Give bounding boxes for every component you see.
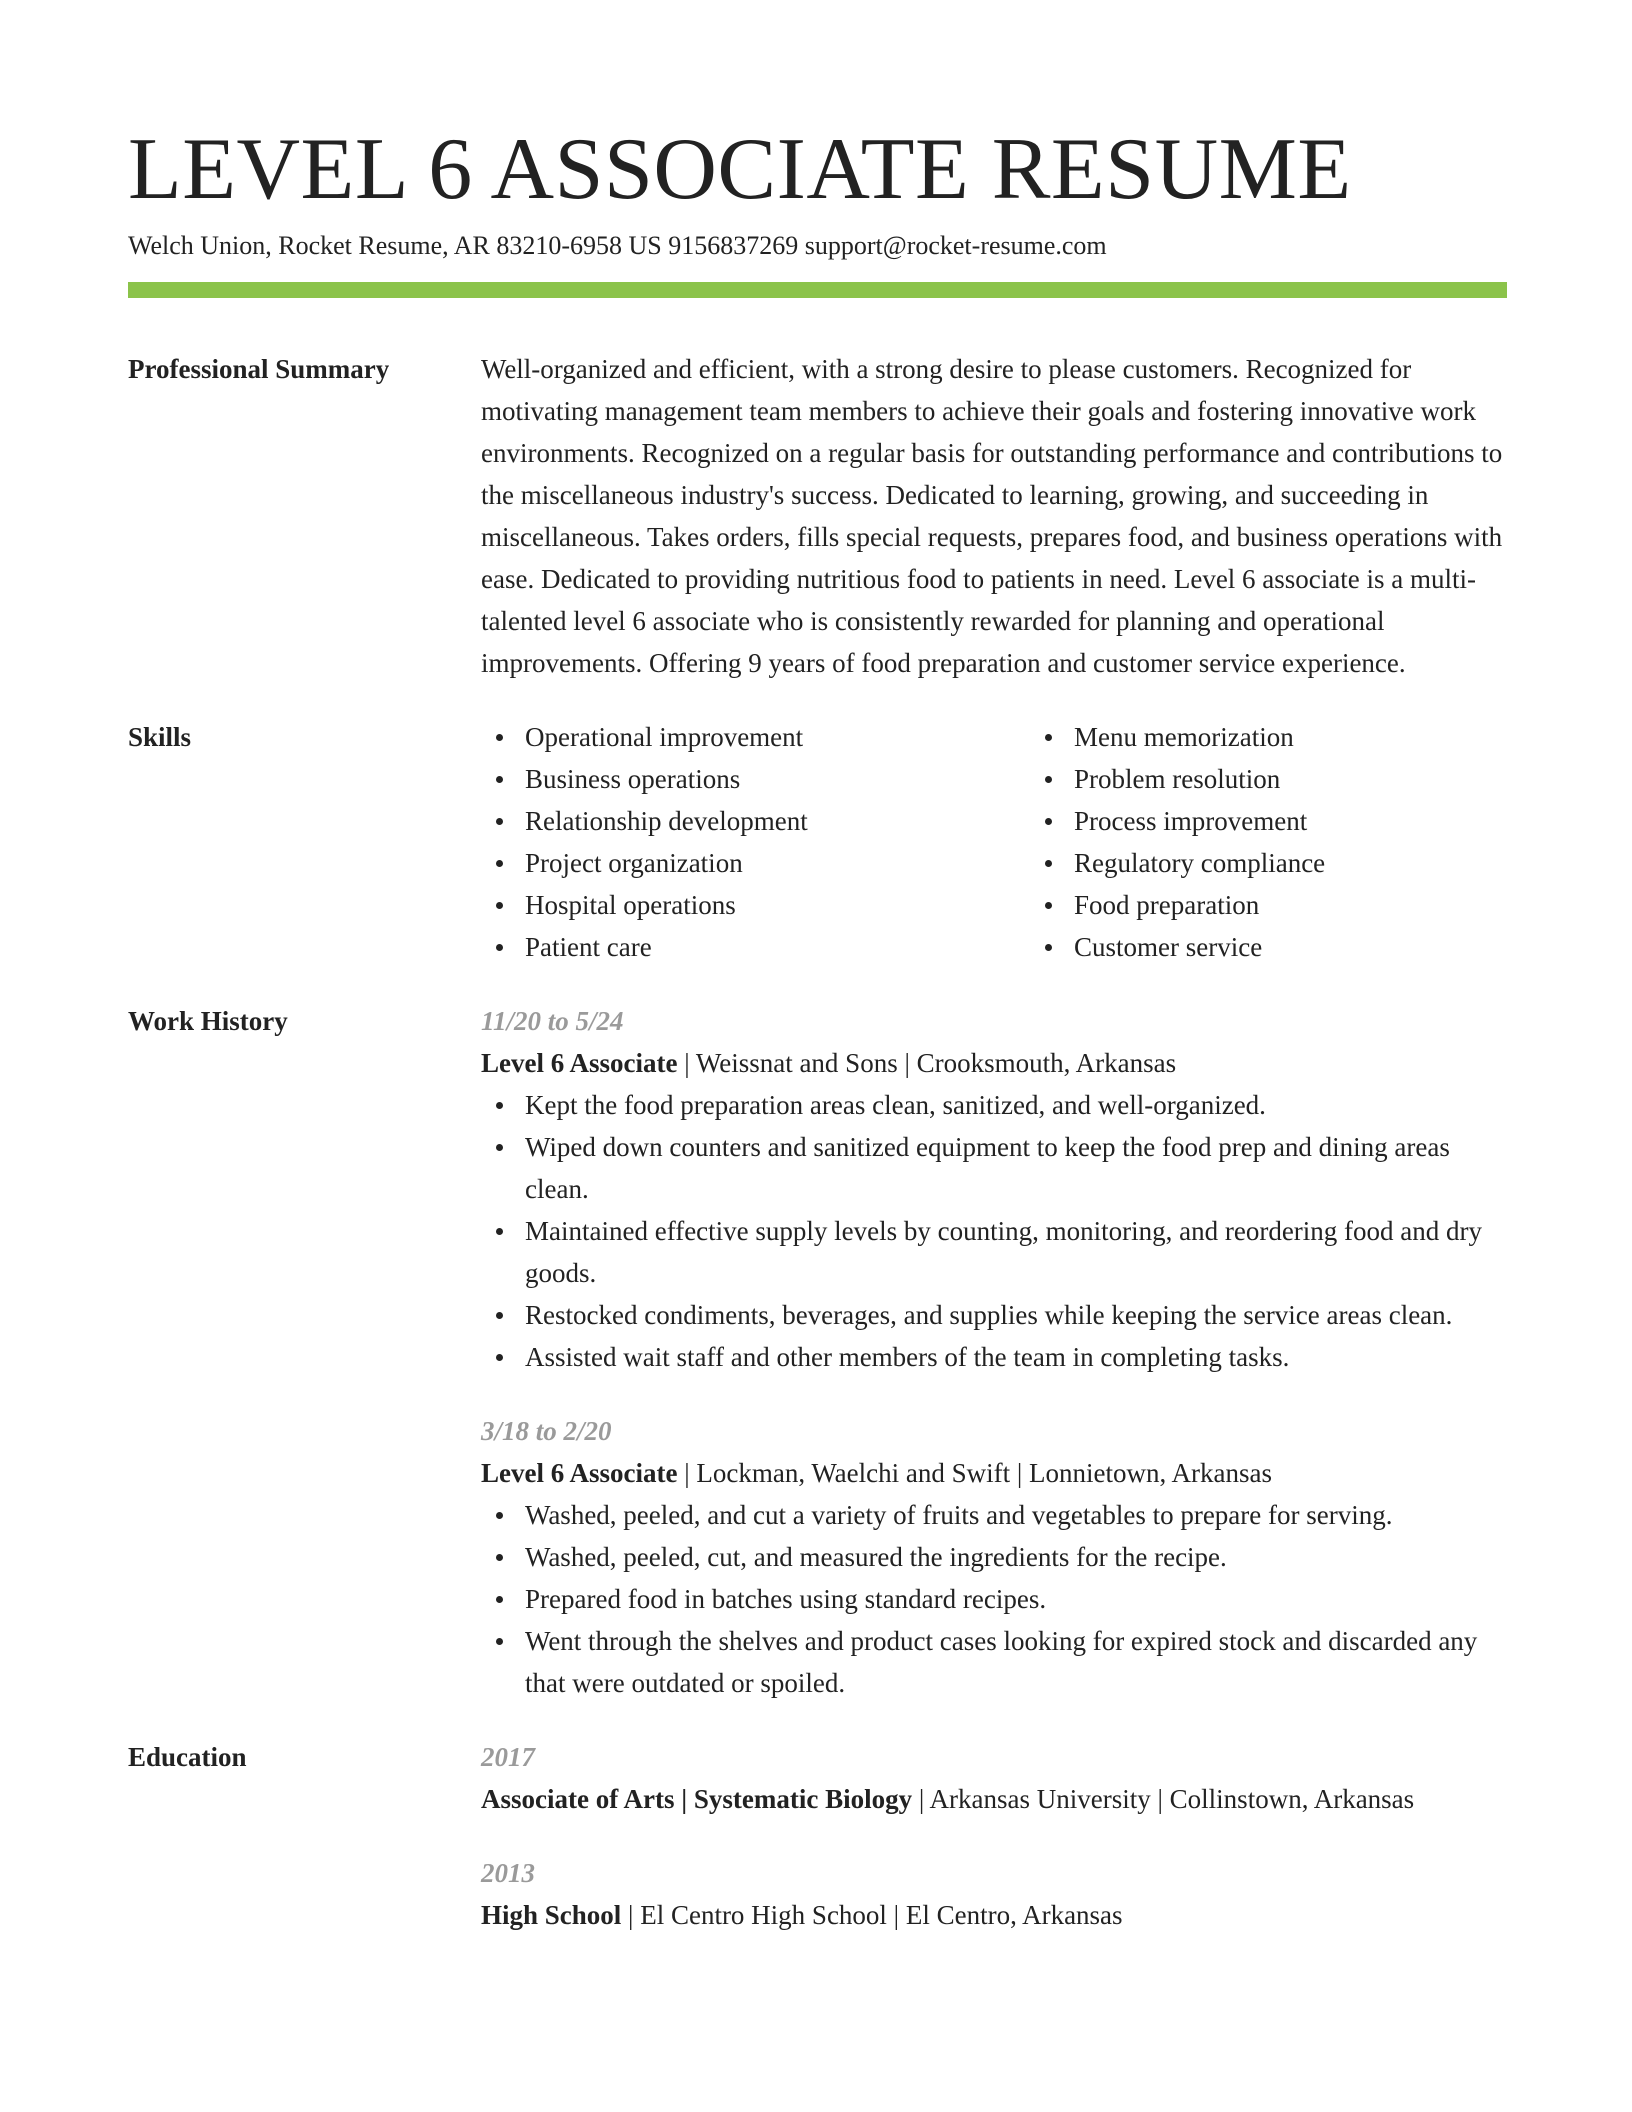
contact-address: Welch Union, Rocket Resume, AR 83210-6958 US	[128, 231, 662, 260]
job-duties-list	[481, 1084, 1507, 1378]
skills-list-right	[1030, 716, 1579, 968]
skills-heading: Skills	[128, 722, 192, 752]
job-dates: 11/20 to 5/24	[481, 1006, 624, 1036]
list-item: Washed, peeled, and cut a variety of fruits and vegetables to prepare for serving.	[481, 1494, 1507, 1536]
list-item: Kept the food preparation areas clean, sanitized, and well-organized.	[481, 1084, 1507, 1126]
header-divider	[128, 282, 1507, 298]
skill-item: Process improvement	[1074, 800, 1579, 842]
education-section	[128, 1736, 1507, 1936]
job-title: Level 6 Associate	[481, 1048, 678, 1078]
job-details: | Weissnat and Sons | Crooksmouth, Arkansas	[684, 1048, 1177, 1078]
contact-line	[128, 228, 1507, 264]
skill-item: Regulatory compliance	[1074, 842, 1579, 884]
education-degree: High School	[481, 1900, 622, 1930]
education-details: | Arkansas University | Collinstown, Arkansas	[918, 1784, 1415, 1814]
education-year: 2013	[481, 1858, 535, 1888]
skill-item: Customer service	[1074, 926, 1579, 968]
skill-item: Business operations	[525, 758, 1030, 800]
skill-item: Project organization	[525, 842, 1030, 884]
summary-heading: Professional Summary	[128, 354, 390, 384]
education-entry	[481, 1852, 1507, 1936]
list-item: Prepared food in batches using standard recipes.	[481, 1578, 1507, 1620]
job-entry	[481, 1410, 1507, 1704]
list-item: Maintained effective supply levels by counting, monitoring, and reordering food and dry goods.	[481, 1210, 1507, 1294]
skill-item: Operational improvement	[525, 716, 1030, 758]
list-item: Restocked condiments, beverages, and supplies while keeping the service areas clean.	[481, 1294, 1507, 1336]
resume-title: LEVEL 6 ASSOCIATE RESUME	[128, 121, 1352, 218]
skill-item: Patient care	[525, 926, 1030, 968]
skill-item: Menu memorization	[1074, 716, 1579, 758]
education-details: | El Centro High School | El Centro, Arkansas	[628, 1900, 1123, 1930]
education-degree: Associate of Arts | Systematic Biology	[481, 1784, 913, 1814]
summary-text: Well-organized and efficient, with a strong desire to please customers. Recognized for motivating management team members to achieve their goals and fostering innovative work environments. Recognized on a regular basis for outstanding performance and contributions to the miscellaneous industry's success. Dedicated to learning, growing, and succeeding in miscellaneous. Takes orders, fills special requests, prepares food, and business operations with ease. Dedicated to providing nutritious food to patients in need. Level 6 associate is a multi-talented level 6 associate who is consistently rewarded for planning and operational improvements. Offering 9 years of food preparation and customer service experience.	[481, 354, 1503, 678]
skill-item: Relationship development	[525, 800, 1030, 842]
summary-section	[128, 348, 1507, 684]
skills-list-left	[481, 716, 1030, 968]
education-entry	[481, 1736, 1507, 1820]
job-details: | Lockman, Waelchi and Swift | Lonnietown, Arkansas	[684, 1458, 1272, 1488]
job-entry	[481, 1000, 1507, 1378]
job-title: Level 6 Associate	[481, 1458, 678, 1488]
skills-section	[128, 716, 1507, 968]
contact-phone: 9156837269	[668, 231, 799, 260]
job-duties-list	[481, 1494, 1507, 1704]
list-item: Assisted wait staff and other members of the team in completing tasks.	[481, 1336, 1507, 1378]
skill-item: Food preparation	[1074, 884, 1579, 926]
education-heading-line	[481, 1778, 1507, 1820]
work-history-section	[128, 1000, 1507, 1704]
skill-item: Hospital operations	[525, 884, 1030, 926]
job-dates: 3/18 to 2/20	[481, 1416, 612, 1446]
education-year: 2017	[481, 1742, 535, 1772]
skill-item: Problem resolution	[1074, 758, 1579, 800]
job-heading	[481, 1042, 1507, 1084]
list-item: Wiped down counters and sanitized equipment to keep the food prep and dining areas clean.	[481, 1126, 1507, 1210]
education-heading: Education	[128, 1742, 247, 1772]
list-item: Went through the shelves and product cases looking for expired stock and discarded any that were outdated or spoiled.	[481, 1620, 1507, 1704]
list-item: Washed, peeled, cut, and measured the ingredients for the recipe.	[481, 1536, 1507, 1578]
job-heading	[481, 1452, 1507, 1494]
resume-page	[128, 120, 1507, 1936]
education-heading-line	[481, 1894, 1507, 1936]
contact-email: support@rocket-resume.com	[804, 231, 1107, 260]
work-history-heading: Work History	[128, 1006, 288, 1036]
